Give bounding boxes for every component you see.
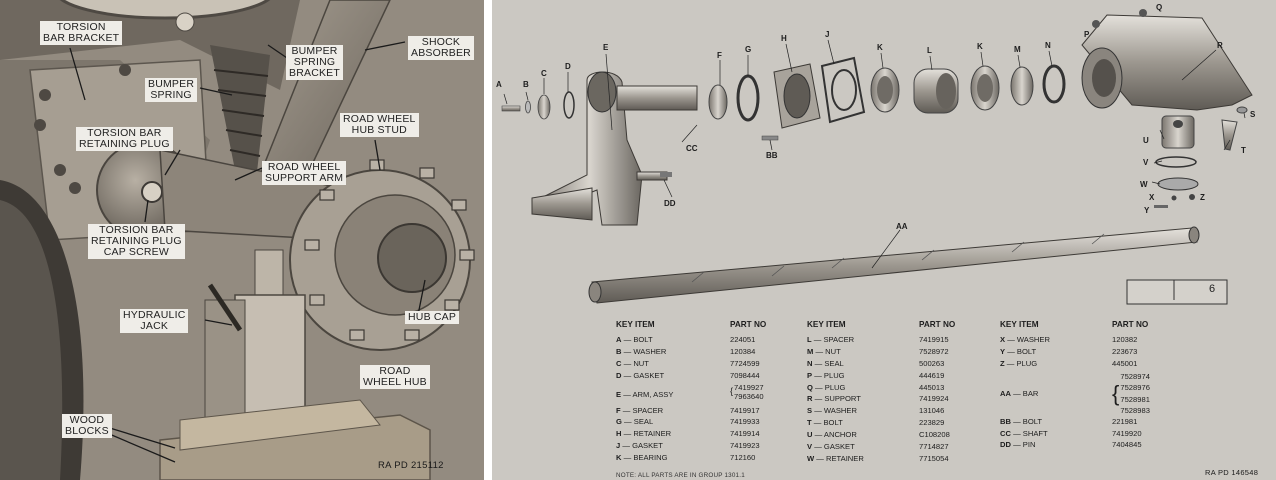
table-row: CC — SHAFT 7419920 bbox=[1000, 429, 1150, 441]
item-key: P bbox=[807, 370, 813, 380]
header-key-item: KEY ITEM bbox=[1000, 320, 1039, 329]
item-key: R bbox=[807, 394, 813, 404]
label-line: CAP SCREW bbox=[103, 246, 169, 258]
label-line: ROAD bbox=[379, 365, 411, 377]
part-letter: P bbox=[1084, 30, 1090, 39]
part-letter: BB bbox=[766, 151, 778, 160]
label-line: SPRING bbox=[150, 89, 192, 101]
item-part-no: 120384 bbox=[730, 346, 756, 356]
label-torsion-bar-retaining-plug-cap-screw bbox=[88, 224, 185, 259]
item-part-no: 7724599 bbox=[730, 358, 760, 368]
item-part-no: 7528983 bbox=[1120, 406, 1150, 416]
part-letter: Z bbox=[1200, 193, 1205, 202]
item-part-no: 7419933 bbox=[730, 417, 760, 427]
item-part-no: 224051 bbox=[730, 335, 756, 344]
item-part-no: 7419915 bbox=[919, 335, 949, 344]
item-key: S bbox=[807, 406, 813, 416]
part-letter: G bbox=[745, 45, 752, 54]
item-name: SEAL bbox=[824, 358, 844, 368]
table-row: V — GASKET 7714827 bbox=[807, 442, 955, 454]
table-row: Y — BOLT 223673 bbox=[1000, 347, 1150, 359]
table-row: Z — PLUG 445001 bbox=[1000, 359, 1150, 371]
table-row: S — WASHER 131046 bbox=[807, 406, 955, 418]
item-part-no: 7419924 bbox=[919, 394, 949, 404]
item-part-no: 7714827 bbox=[919, 442, 949, 452]
part-letter: N bbox=[1045, 41, 1051, 50]
photo-reference-number: RA PD 215112 bbox=[378, 460, 444, 471]
part-letter: E bbox=[603, 43, 609, 52]
label-line: ROAD WHEEL bbox=[343, 113, 416, 125]
part-letter: D bbox=[565, 62, 571, 71]
item-name: RETAINER bbox=[633, 429, 672, 439]
item-name: WASHER bbox=[633, 346, 667, 356]
label-line: BUMPER bbox=[148, 78, 195, 90]
part-letter: Y bbox=[1144, 206, 1150, 215]
item-key: V bbox=[807, 442, 813, 452]
item-name: GASKET bbox=[823, 442, 855, 452]
label-line: ROAD WHEEL bbox=[267, 161, 341, 173]
item-name: NUT bbox=[633, 358, 649, 368]
item-name: BOLT bbox=[1022, 416, 1043, 426]
table-row: T — BOLT 223829 bbox=[807, 418, 955, 430]
label-line: SPRING bbox=[293, 56, 336, 68]
item-key: Q bbox=[807, 382, 813, 392]
part-letter: CC bbox=[686, 144, 698, 153]
label-hub-cap: HUB CAP bbox=[405, 311, 459, 324]
item-name: BOLT bbox=[823, 418, 843, 428]
part-letter: U bbox=[1143, 136, 1149, 145]
part-letter: C bbox=[541, 69, 547, 78]
part-letter: L bbox=[927, 46, 932, 55]
item-name: RETAINER bbox=[826, 453, 864, 463]
item-part-no: 7419927 bbox=[734, 382, 764, 392]
suspension-photo-art bbox=[0, 0, 484, 480]
label-line: BRACKET bbox=[289, 67, 340, 79]
label-line: BAR BRACKET bbox=[43, 32, 120, 44]
table-row: Q — PLUG 445013 bbox=[807, 383, 955, 395]
item-key: F bbox=[616, 405, 621, 415]
item-name: SHAFT bbox=[1022, 428, 1048, 438]
label-wood-blocks bbox=[62, 414, 112, 438]
item-key: C bbox=[616, 358, 622, 368]
item-key: DD bbox=[1000, 440, 1011, 450]
item-part-no: 500263 bbox=[919, 358, 945, 368]
table-row: P — PLUG 444619 bbox=[807, 371, 955, 383]
item-key: W bbox=[807, 453, 815, 463]
item-part-no: 223829 bbox=[919, 418, 945, 428]
item-name: WASHER bbox=[823, 406, 857, 416]
parts-list-column-1 bbox=[616, 320, 766, 465]
table-row: M — NUT 7528972 bbox=[807, 347, 955, 359]
item-key: E bbox=[616, 389, 622, 399]
table-row: X — WASHER 120382 bbox=[1000, 335, 1150, 347]
item-name: SUPPORT bbox=[824, 394, 861, 404]
label-road-wheel-support-arm bbox=[262, 161, 346, 185]
panel-divider bbox=[484, 0, 492, 480]
table-row: E — ARM, ASSY {7419927 7963640 bbox=[616, 382, 764, 401]
part-letter: K bbox=[877, 43, 883, 52]
label-line: BUMPER bbox=[291, 45, 338, 57]
item-part-no: 131046 bbox=[919, 406, 945, 416]
item-name: SPACER bbox=[632, 405, 664, 415]
part-letter: V bbox=[1143, 158, 1149, 167]
label-road-wheel-hub-stud bbox=[340, 113, 419, 137]
table-row: AA — BAR {7528974 7528976 7528981 7528983 bbox=[1000, 371, 1150, 416]
item-key: N bbox=[807, 358, 813, 368]
label-line: JACK bbox=[140, 320, 169, 332]
part-letter: W bbox=[1140, 180, 1148, 189]
figure-box-number: 6 bbox=[1209, 283, 1216, 295]
part-letter: K bbox=[977, 42, 983, 51]
item-key: AA bbox=[1000, 389, 1011, 399]
label-hydraulic-jack bbox=[120, 309, 188, 333]
item-part-no: 7715054 bbox=[919, 453, 949, 463]
label-line: SHOCK bbox=[421, 36, 461, 48]
item-part-no: 7963640 bbox=[734, 391, 764, 401]
label-torsion-bar-bracket bbox=[40, 21, 122, 45]
label-road-wheel-hub bbox=[360, 365, 430, 389]
item-name: GASKET bbox=[633, 370, 665, 380]
item-part-no: 7528974 bbox=[1120, 371, 1150, 381]
suspension-photo bbox=[0, 0, 484, 480]
label-line: WHEEL HUB bbox=[363, 376, 427, 388]
item-part-no: 7528976 bbox=[1120, 383, 1150, 393]
label-line: SUPPORT ARM bbox=[265, 172, 344, 184]
item-name: WASHER bbox=[1016, 335, 1050, 344]
part-letter: AA bbox=[896, 222, 908, 231]
item-name: PLUG bbox=[823, 370, 845, 380]
label-line: TORSION BAR bbox=[87, 127, 162, 139]
label-line: HYDRAULIC bbox=[123, 309, 186, 321]
item-name: BOLT bbox=[633, 335, 653, 344]
item-part-no: 445013 bbox=[919, 382, 945, 392]
header-part-no: PART NO bbox=[730, 320, 767, 329]
item-key: B bbox=[616, 346, 622, 356]
table-row: U — ANCHOR C108208 bbox=[807, 430, 955, 442]
footnote: NOTE: ALL PARTS ARE IN GROUP 1301.1 bbox=[616, 472, 745, 479]
item-part-no: C108208 bbox=[919, 430, 950, 440]
parts-list-column-2 bbox=[807, 320, 955, 466]
item-key: G bbox=[616, 417, 622, 427]
item-name: SEAL bbox=[633, 417, 654, 427]
item-part-no: 221981 bbox=[1112, 416, 1138, 426]
label-bumper-spring-bracket bbox=[286, 45, 343, 80]
part-letter: R bbox=[1217, 41, 1223, 50]
item-key: Y bbox=[1000, 346, 1006, 356]
item-part-no: 7404845 bbox=[1112, 440, 1142, 450]
item-key: H bbox=[616, 429, 622, 439]
label-torsion-bar-retaining-plug bbox=[76, 127, 173, 151]
part-letter: S bbox=[1250, 110, 1256, 119]
table-row: B — WASHER 120384 bbox=[616, 347, 766, 359]
label-line: TORSION BAR bbox=[99, 224, 174, 236]
item-key: K bbox=[616, 453, 622, 463]
item-key: X bbox=[1000, 335, 1006, 344]
plate-reference-number: RA PD 146548 bbox=[1205, 468, 1259, 477]
item-key: U bbox=[807, 430, 813, 440]
item-key: D bbox=[616, 370, 622, 380]
item-key: A bbox=[616, 335, 622, 344]
item-part-no: 120382 bbox=[1112, 335, 1138, 344]
item-name: BEARING bbox=[633, 453, 668, 463]
item-key: T bbox=[807, 418, 812, 428]
table-row: D — GASKET 7098444 bbox=[616, 371, 766, 383]
label-line: HUB STUD bbox=[351, 124, 407, 136]
item-key: CC bbox=[1000, 428, 1011, 438]
item-key: Z bbox=[1000, 358, 1005, 368]
label-bumper-spring bbox=[145, 78, 197, 102]
table-row: C — NUT 7724599 bbox=[616, 359, 766, 371]
table-row: W — RETAINER 7715054 bbox=[807, 454, 955, 466]
part-letter: F bbox=[717, 51, 722, 60]
label-line: RETAINING PLUG bbox=[79, 138, 170, 150]
table-row: N — SEAL 500263 bbox=[807, 359, 955, 371]
label-line: ABSORBER bbox=[411, 47, 471, 59]
item-part-no: 712160 bbox=[730, 453, 756, 463]
table-row: J — GASKET 7419923 bbox=[616, 441, 766, 453]
header-key-item: KEY ITEM bbox=[807, 320, 846, 329]
table-row: DD — PIN 7404845 bbox=[1000, 440, 1150, 452]
item-name: ARM, ASSY bbox=[632, 389, 674, 399]
part-letter: H bbox=[781, 34, 787, 43]
part-letter: X bbox=[1149, 193, 1155, 202]
table-row: H — RETAINER 7419914 bbox=[616, 429, 766, 441]
label-line: WOOD bbox=[69, 414, 105, 426]
table-row: L — SPACER 7419915 bbox=[807, 335, 955, 347]
item-name: PLUG bbox=[1016, 358, 1038, 368]
part-letter: DD bbox=[664, 199, 676, 208]
item-part-no: 7419920 bbox=[1112, 428, 1142, 438]
item-name: BOLT bbox=[1016, 346, 1037, 356]
item-key: J bbox=[616, 441, 621, 451]
item-key: BB bbox=[1000, 416, 1011, 426]
item-name: PIN bbox=[1022, 440, 1036, 450]
item-name: ANCHOR bbox=[823, 430, 857, 440]
item-name: PLUG bbox=[824, 382, 846, 392]
item-key: M bbox=[807, 346, 814, 356]
table-row: A — BOLT 224051 bbox=[616, 335, 766, 347]
item-part-no: 7419923 bbox=[730, 441, 760, 451]
item-name: SPACER bbox=[823, 335, 855, 344]
item-name: BAR bbox=[1022, 389, 1039, 399]
item-part-no: 7098444 bbox=[730, 370, 760, 380]
item-part-no: 7419917 bbox=[730, 405, 760, 415]
item-part-no: 444619 bbox=[919, 370, 945, 380]
part-letter: T bbox=[1241, 146, 1246, 155]
header-part-no: PART NO bbox=[1112, 320, 1149, 329]
header-key-item: KEY ITEM bbox=[616, 320, 655, 329]
table-row: F — SPACER 7419917 bbox=[616, 406, 766, 418]
part-letter: J bbox=[825, 30, 830, 39]
item-part-no: 7528972 bbox=[919, 346, 949, 356]
label-line: BLOCKS bbox=[65, 425, 109, 437]
part-letter: M bbox=[1014, 45, 1021, 54]
header-part-no: PART NO bbox=[919, 320, 956, 329]
item-part-no: 445001 bbox=[1112, 358, 1138, 368]
parts-list-column-3 bbox=[1000, 320, 1150, 452]
part-letter: Q bbox=[1156, 3, 1163, 12]
item-part-no: 7528981 bbox=[1120, 394, 1150, 404]
label-shock-absorber bbox=[408, 36, 474, 60]
item-key: L bbox=[807, 335, 812, 344]
item-name: GASKET bbox=[632, 441, 663, 451]
item-name: NUT bbox=[825, 346, 841, 356]
item-part-no: 7419914 bbox=[730, 429, 760, 439]
table-row: G — SEAL 7419933 bbox=[616, 417, 766, 429]
label-line: RETAINING PLUG bbox=[91, 235, 182, 247]
part-letter: A bbox=[496, 80, 502, 89]
table-row: K — BEARING 712160 bbox=[616, 453, 766, 465]
table-row: R — SUPPORT 7419924 bbox=[807, 394, 955, 406]
table-row: BB — BOLT 221981 bbox=[1000, 417, 1150, 429]
part-letter: B bbox=[523, 80, 529, 89]
item-part-no: 223673 bbox=[1112, 346, 1138, 356]
parts-plate bbox=[492, 0, 1276, 480]
label-line: TORSION bbox=[56, 21, 106, 33]
